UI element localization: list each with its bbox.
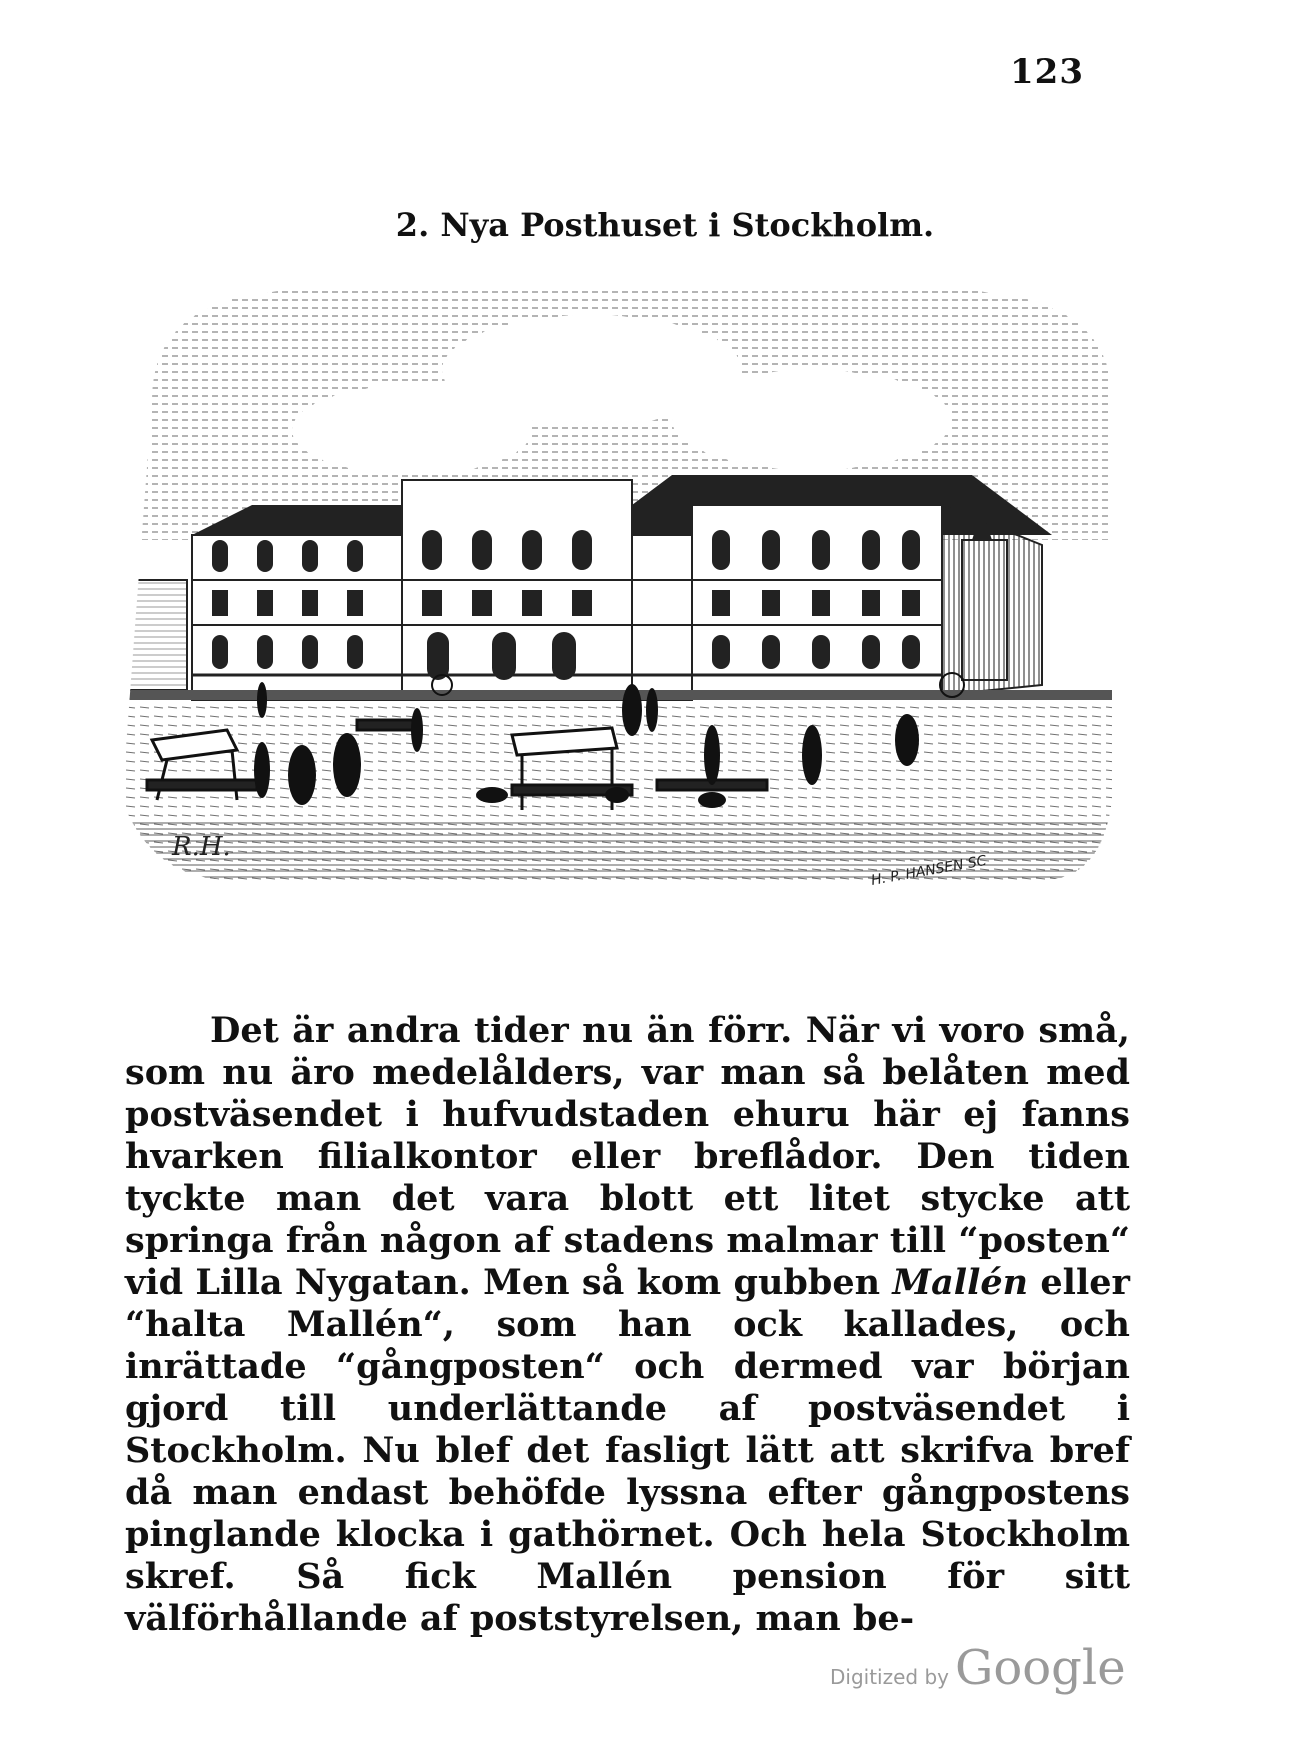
body-paragraph [125, 1010, 1130, 1640]
engraver-signature: H. P. HANSEN SC [869, 852, 988, 889]
page-number: 123 [1010, 52, 1084, 92]
post-office-engraving [112, 280, 1138, 970]
page-heading: 2. Nya Posthuset i Stockholm. [395, 206, 935, 244]
body-text [125, 1010, 1130, 1640]
artist-signature: R.H. [172, 832, 231, 862]
post-office-building [192, 475, 1052, 700]
digitized-by-label: Digitized by [830, 1665, 949, 1689]
body-text-part-2: eller “halta Mallén“, som han ock kallades, och inrättade “gångposten“ och dermed var början gjord till underlättande af postväsendet i Stockholm. Nu blef det fasligt lätt att skrifva bref då man endast behöfde lyssna efter gångpostens pinglande klocka i gathörnet. Och hela Stockholm skref. Så fick Mallén pension för sitt välförhållande af poststyrelsen, man be- [125, 1262, 1130, 1639]
google-logo-text: Google [955, 1640, 1126, 1696]
italic-name: Mallén [892, 1262, 1029, 1303]
digitized-by-google-watermark [830, 1640, 1126, 1696]
body-text-part-1: Det är andra tider nu än förr. När vi voro små, som nu äro medelålders, var man så belåten med postväsendet i hufvudstaden ehuru här ej fanns hvarken filialkontor eller breflådor. Den tiden tyckte man det vara blott ett litet stycke att springa från någon af stadens malmar till “posten“ vid Lilla Nygatan. Men så kom gubben [125, 1010, 1130, 1303]
